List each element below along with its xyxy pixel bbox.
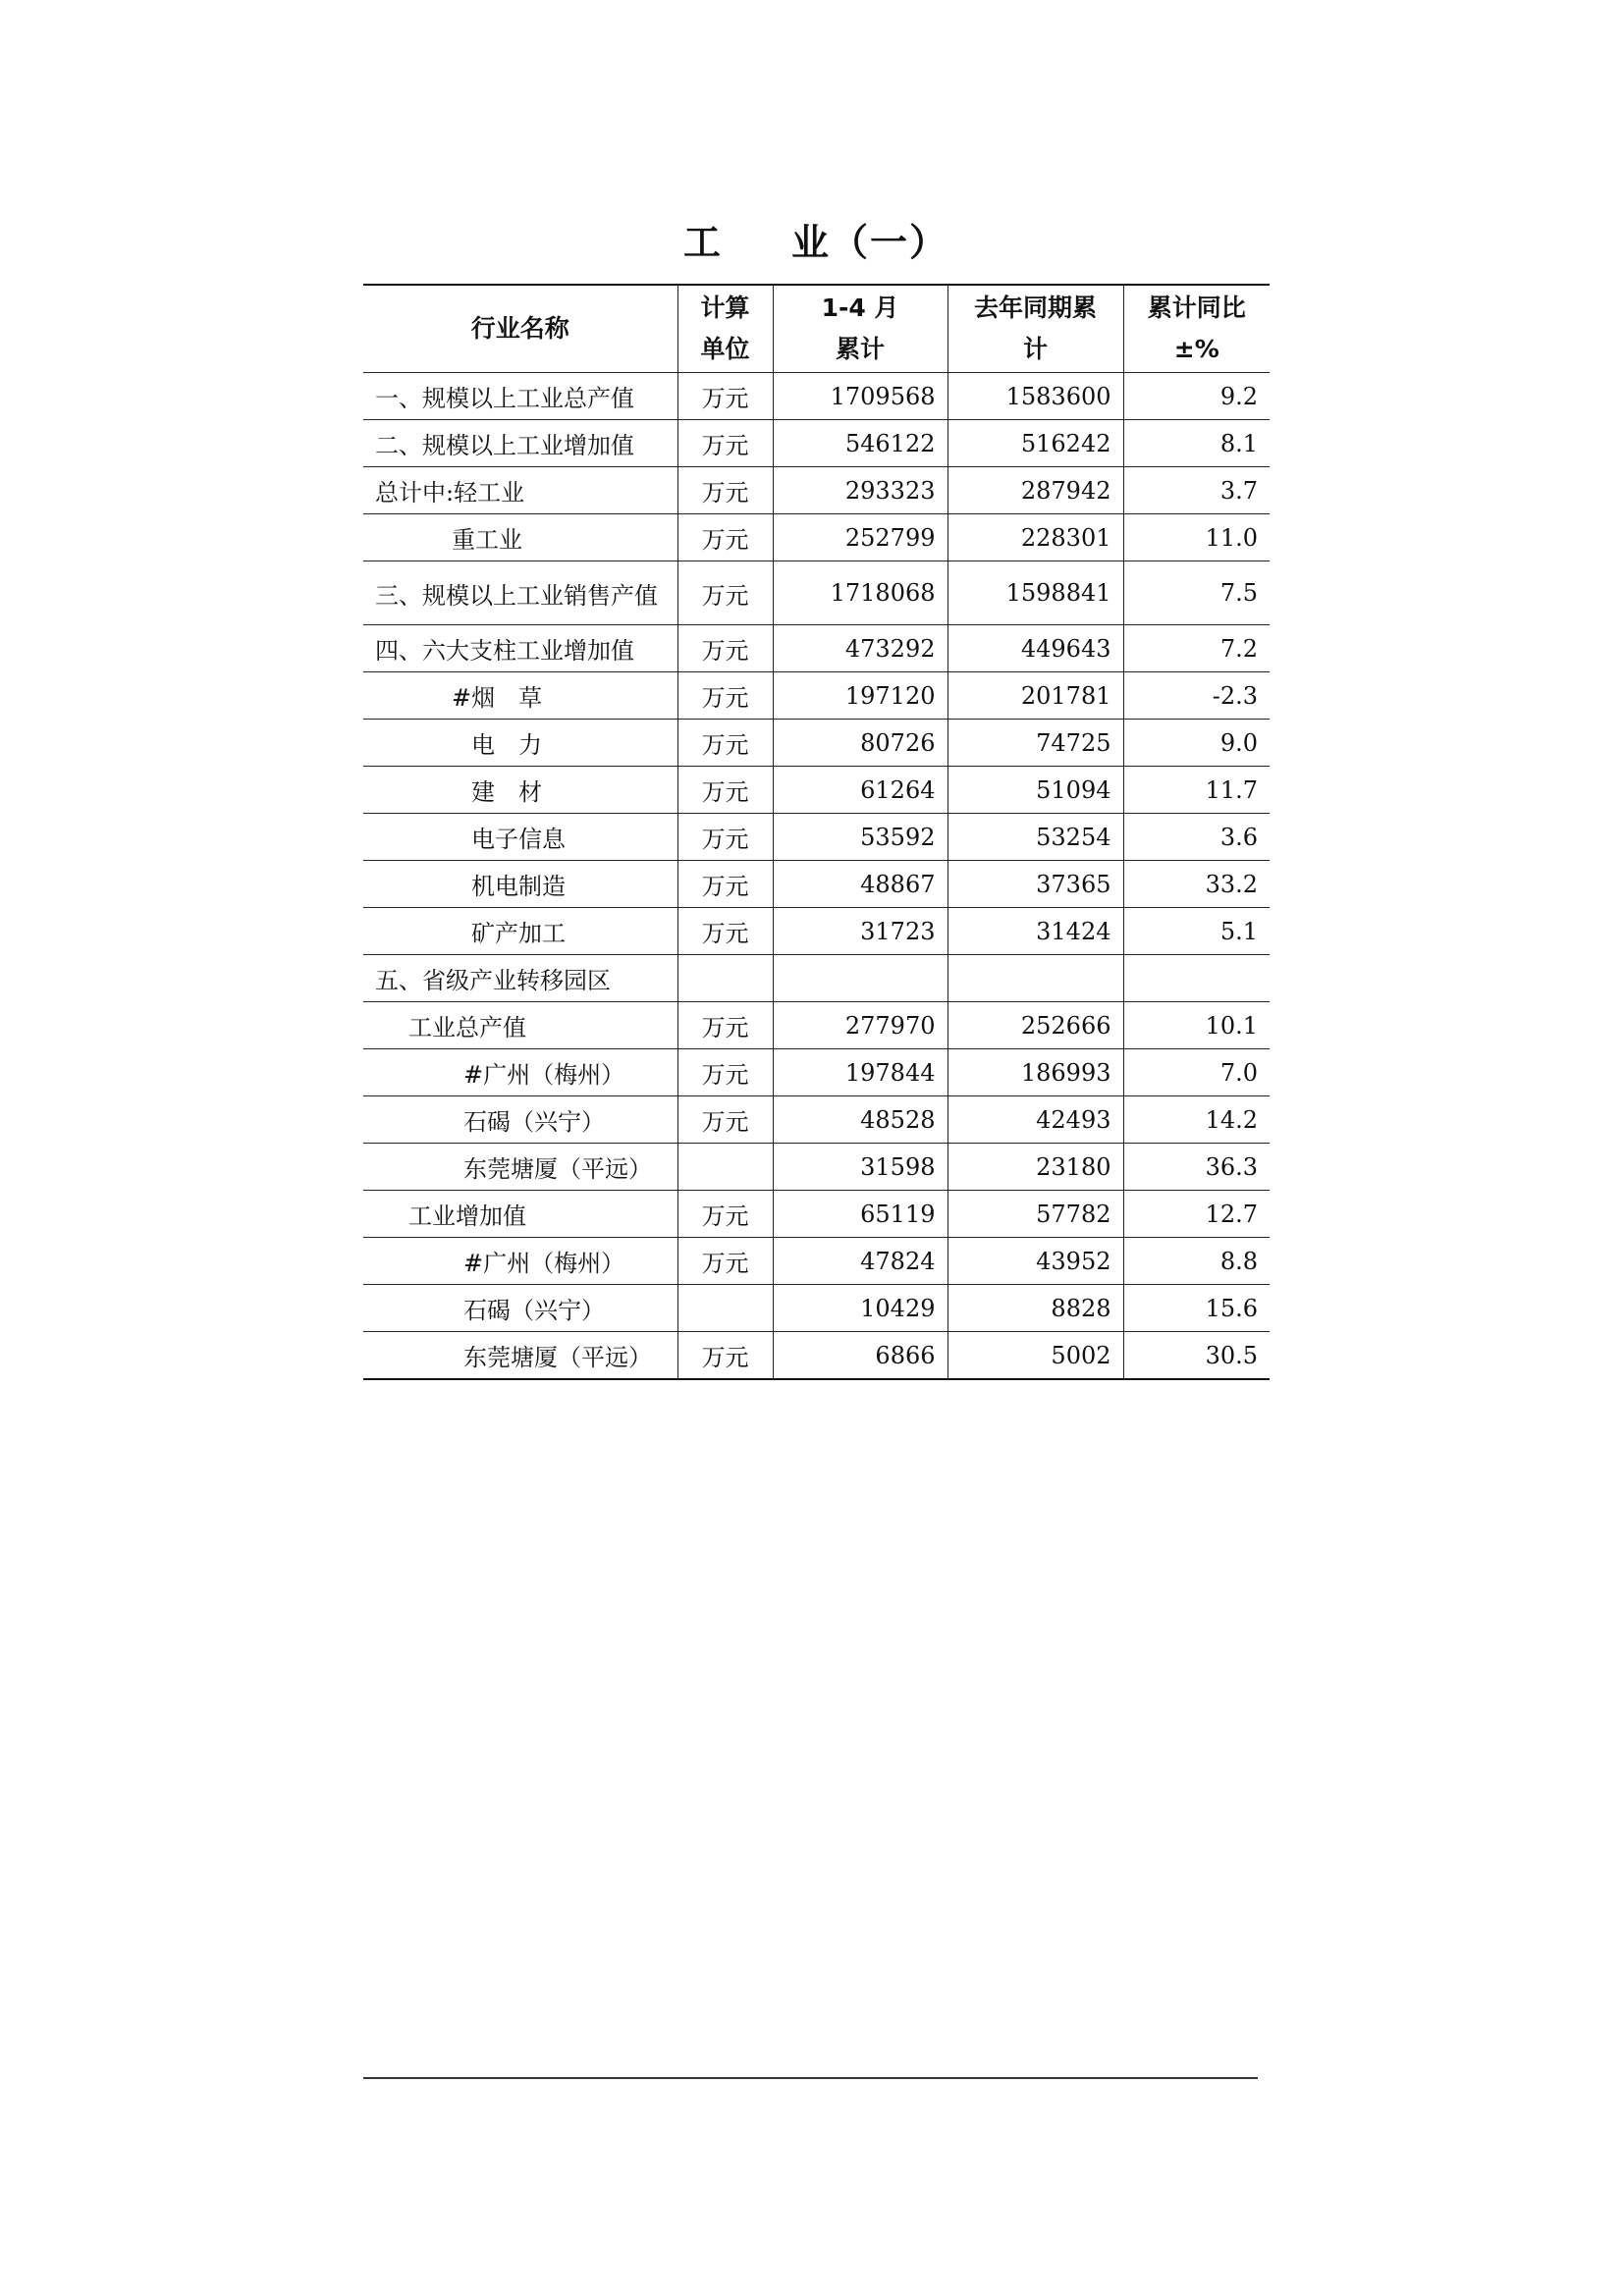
row-name: #广州（梅州） (363, 1049, 677, 1096)
row-unit: 万元 (677, 1191, 773, 1238)
row-current: 277970 (773, 1002, 947, 1049)
row-change: 11.0 (1123, 514, 1270, 561)
row-last-year: 1598841 (947, 561, 1123, 625)
row-change: 7.2 (1123, 625, 1270, 672)
row-change: 36.3 (1123, 1144, 1270, 1191)
table-row (363, 861, 1270, 908)
table-row (363, 1096, 1270, 1144)
row-change: 8.8 (1123, 1238, 1270, 1285)
row-unit: 万元 (677, 1049, 773, 1096)
row-name: 三、规模以上工业销售产值 (363, 561, 677, 625)
row-unit: 万元 (677, 625, 773, 672)
page-title (363, 212, 1269, 266)
table-row (363, 1049, 1270, 1096)
row-change: 7.5 (1123, 561, 1270, 625)
page-title-part-1: 工 (682, 221, 723, 264)
row-name: 石碣（兴宁） (363, 1096, 677, 1144)
row-current: 53592 (773, 814, 947, 861)
row-current: 546122 (773, 420, 947, 467)
row-name: 机电制造 (363, 861, 677, 908)
row-last-year: 74725 (947, 720, 1123, 767)
industry-statistics-table (363, 284, 1270, 1380)
row-last-year: 31424 (947, 908, 1123, 955)
row-name: 工业总产值 (363, 1002, 677, 1049)
table-row (363, 672, 1270, 720)
row-unit: 万元 (677, 420, 773, 467)
row-current: 6866 (773, 1332, 947, 1380)
row-last-year: 252666 (947, 1002, 1123, 1049)
row-current: 48528 (773, 1096, 947, 1144)
row-change: 3.7 (1123, 467, 1270, 514)
row-last-year: 53254 (947, 814, 1123, 861)
header-unit: 计算 单位 (677, 285, 773, 373)
row-last-year: 287942 (947, 467, 1123, 514)
row-name: 矿产加工 (363, 908, 677, 955)
row-change (1123, 955, 1270, 1002)
row-change: 12.7 (1123, 1191, 1270, 1238)
row-change: 5.1 (1123, 908, 1270, 955)
row-name: #广州（梅州） (363, 1238, 677, 1285)
row-unit: 万元 (677, 672, 773, 720)
table-row (363, 514, 1270, 561)
row-current: 47824 (773, 1238, 947, 1285)
row-last-year: 1583600 (947, 373, 1123, 420)
row-change: 33.2 (1123, 861, 1270, 908)
table-row (363, 767, 1270, 814)
table-row (363, 1238, 1270, 1285)
row-current: 1718068 (773, 561, 947, 625)
row-change: -2.3 (1123, 672, 1270, 720)
row-change: 10.1 (1123, 1002, 1270, 1049)
row-last-year (947, 955, 1123, 1002)
row-change: 3.6 (1123, 814, 1270, 861)
row-change: 7.0 (1123, 1049, 1270, 1096)
row-name: 一、规模以上工业总产值 (363, 373, 677, 420)
row-unit: 万元 (677, 814, 773, 861)
row-unit: 万元 (677, 1096, 773, 1144)
table-row (363, 420, 1270, 467)
row-change: 14.2 (1123, 1096, 1270, 1144)
row-last-year: 5002 (947, 1332, 1123, 1380)
row-last-year: 516242 (947, 420, 1123, 467)
row-current (773, 955, 947, 1002)
row-name: 石碣（兴宁） (363, 1285, 677, 1332)
row-last-year: 449643 (947, 625, 1123, 672)
row-unit: 万元 (677, 373, 773, 420)
row-change: 9.2 (1123, 373, 1270, 420)
row-name: 二、规模以上工业增加值 (363, 420, 677, 467)
row-change: 11.7 (1123, 767, 1270, 814)
table-row (363, 955, 1270, 1002)
row-change: 30.5 (1123, 1332, 1270, 1380)
row-name: 五、省级产业转移园区 (363, 955, 677, 1002)
table-row (363, 625, 1270, 672)
header-current-cumulative: 1-4 月 累计 (773, 285, 947, 373)
row-name: 工业增加值 (363, 1191, 677, 1238)
row-last-year: 201781 (947, 672, 1123, 720)
header-industry-name: 行业名称 (363, 285, 677, 373)
row-last-year: 42493 (947, 1096, 1123, 1144)
table-row (363, 373, 1270, 420)
row-current: 293323 (773, 467, 947, 514)
row-name: 总计中:轻工业 (363, 467, 677, 514)
row-change: 8.1 (1123, 420, 1270, 467)
row-current: 65119 (773, 1191, 947, 1238)
table-row (363, 1002, 1270, 1049)
row-current: 80726 (773, 720, 947, 767)
row-unit: 万元 (677, 467, 773, 514)
row-last-year: 8828 (947, 1285, 1123, 1332)
footer-divider (363, 2077, 1258, 2079)
row-name: 电 力 (363, 720, 677, 767)
row-name: 东莞塘厦（平远） (363, 1332, 677, 1380)
table-row (363, 467, 1270, 514)
row-current: 61264 (773, 767, 947, 814)
table-row (363, 1332, 1270, 1380)
row-last-year: 51094 (947, 767, 1123, 814)
row-current: 197120 (773, 672, 947, 720)
row-name: #烟 草 (363, 672, 677, 720)
row-current: 197844 (773, 1049, 947, 1096)
row-unit: 万元 (677, 1002, 773, 1049)
row-last-year: 37365 (947, 861, 1123, 908)
row-unit: 万元 (677, 514, 773, 561)
row-unit (677, 1285, 773, 1332)
row-current: 252799 (773, 514, 947, 561)
row-last-year: 186993 (947, 1049, 1123, 1096)
row-unit (677, 955, 773, 1002)
row-current: 473292 (773, 625, 947, 672)
row-last-year: 228301 (947, 514, 1123, 561)
row-current: 48867 (773, 861, 947, 908)
row-unit (677, 1144, 773, 1191)
row-unit: 万元 (677, 861, 773, 908)
table-row (363, 1144, 1270, 1191)
table-row (363, 1285, 1270, 1332)
row-name: 东莞塘厦（平远） (363, 1144, 677, 1191)
page-title-part-2: 业（一） (791, 221, 949, 264)
row-unit: 万元 (677, 1332, 773, 1380)
row-change: 9.0 (1123, 720, 1270, 767)
table-row (363, 561, 1270, 625)
row-last-year: 43952 (947, 1238, 1123, 1285)
table-header-row (363, 285, 1270, 373)
table-row (363, 1191, 1270, 1238)
row-unit: 万元 (677, 561, 773, 625)
table-row (363, 720, 1270, 767)
row-current: 1709568 (773, 373, 947, 420)
row-current: 10429 (773, 1285, 947, 1332)
row-name: 电子信息 (363, 814, 677, 861)
row-unit: 万元 (677, 1238, 773, 1285)
row-name: 四、六大支柱工业增加值 (363, 625, 677, 672)
row-last-year: 23180 (947, 1144, 1123, 1191)
row-name: 重工业 (363, 514, 677, 561)
row-current: 31598 (773, 1144, 947, 1191)
row-unit: 万元 (677, 908, 773, 955)
row-change: 15.6 (1123, 1285, 1270, 1332)
table-row (363, 814, 1270, 861)
header-last-year-cumulative: 去年同期累 计 (947, 285, 1123, 373)
row-name: 建 材 (363, 767, 677, 814)
row-unit: 万元 (677, 720, 773, 767)
table-row (363, 908, 1270, 955)
row-unit: 万元 (677, 767, 773, 814)
header-yoy-change: 累计同比 ±% (1123, 285, 1270, 373)
row-last-year: 57782 (947, 1191, 1123, 1238)
row-current: 31723 (773, 908, 947, 955)
